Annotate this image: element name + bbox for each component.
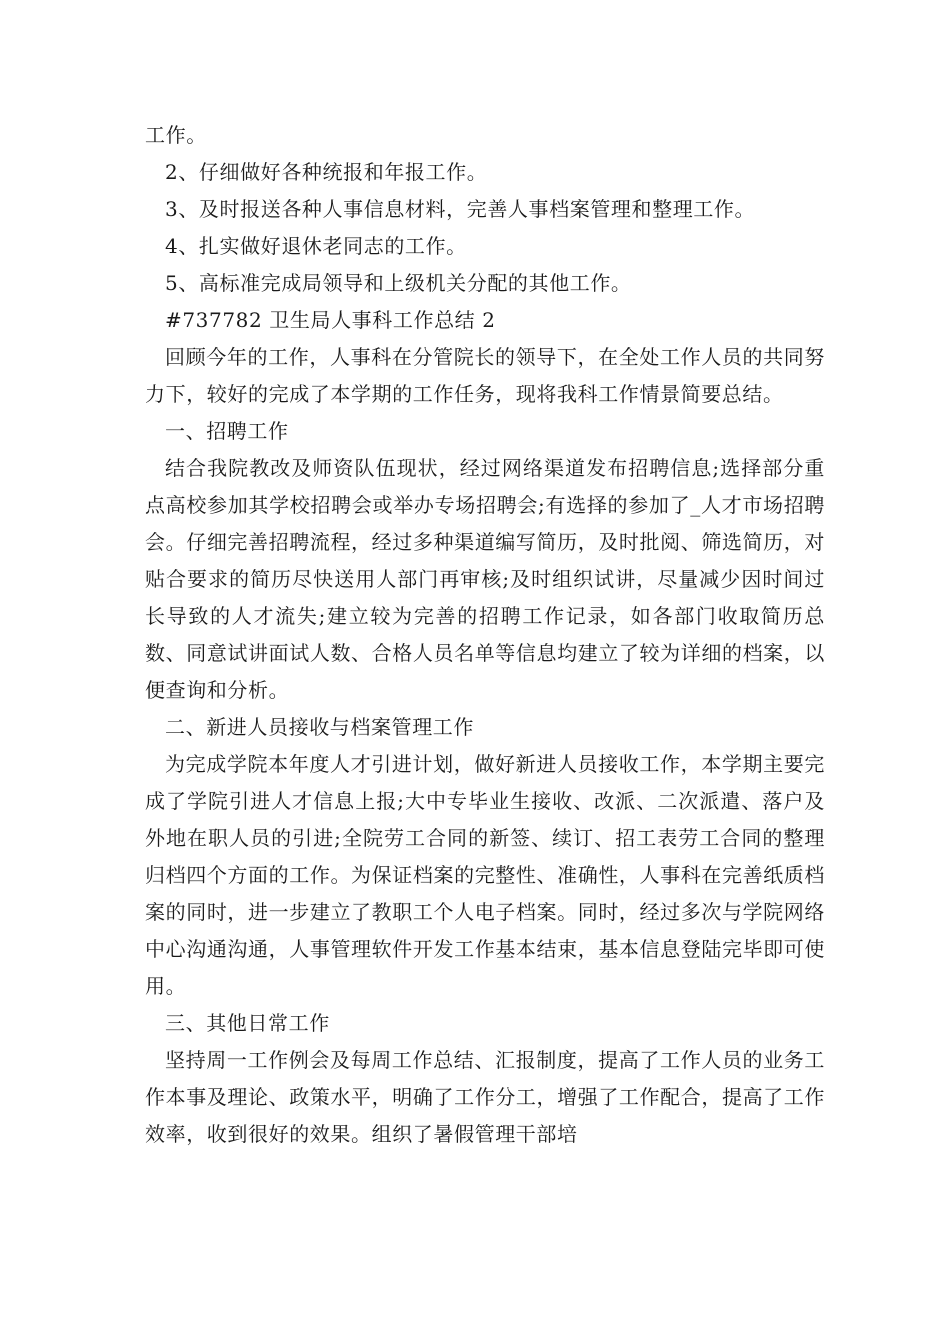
heading-recruitment: 一、招聘工作 (165, 419, 289, 443)
list-item-3: 3、及时报送各种人事信息材料，完善人事档案管理和整理工作。 (165, 197, 756, 221)
new-staff-paragraph: 为完成学院本年度人才引进计划，做好新进人员接收工作，本学期主要完成了学院引进人才信息上报;大中专毕业生接收、改派、二次派遣、落户及外地在职人员的引进;全院劳工合同的新签、续订、招工表劳工合同的整理归档四个方面的工作。为保证档案的完整性、准确性，人事科在完善纸质档案的同时，进一步建立了教职工个人电子档案。同时，经过多次与学院网络中心沟通沟通，人事管理软件开发工作基本结束，基本信息登陆完毕即可使用。 (145, 752, 825, 998)
heading-new-staff-archives: 二、新进人员接收与档案管理工作 (165, 715, 474, 739)
intro-paragraph: 回顾今年的工作，人事科在分管院长的领导下，在全处工作人员的共同努力下，较好的完成了本学期的工作任务，现将我科工作情景简要总结。 (145, 345, 825, 406)
daily-work-paragraph: 坚持周一工作例会及每周工作总结、汇报制度，提高了工作人员的业务工作本事及理论、政策水平，明确了工作分工，增强了工作配合，提高了工作效率，收到很好的效果。组织了暑假管理干部培 (145, 1048, 825, 1146)
document-body (145, 117, 825, 1153)
recruitment-paragraph: 结合我院教改及师资队伍现状，经过网络渠道发布招聘信息;选择部分重点高校参加其学校招聘会或举办专场招聘会;有选择的参加了_人才市场招聘会。仔细完善招聘流程，经过多种渠道编写简历，及时批阅、筛选简历，对贴合要求的简历尽快送用人部门再审核;及时组织试讲，尽量减少因时间过长导致的人才流失;建立较为完善的招聘工作记录，如各部门收取简历总数、同意试讲面试人数、合格人员名单等信息均建立了较为详细的档案，以便查询和分析。 (145, 456, 825, 702)
section-title: #737782 卫生局人事科工作总结 2 (165, 308, 496, 332)
paragraph-continuation: 工作。 (145, 123, 207, 147)
list-item-2: 2、仔细做好各种统报和年报工作。 (165, 160, 488, 184)
list-item-4: 4、扎实做好退休老同志的工作。 (165, 234, 467, 258)
list-item-5: 5、高标准完成局领导和上级机关分配的其他工作。 (165, 271, 632, 295)
heading-daily-work: 三、其他日常工作 (165, 1011, 330, 1035)
